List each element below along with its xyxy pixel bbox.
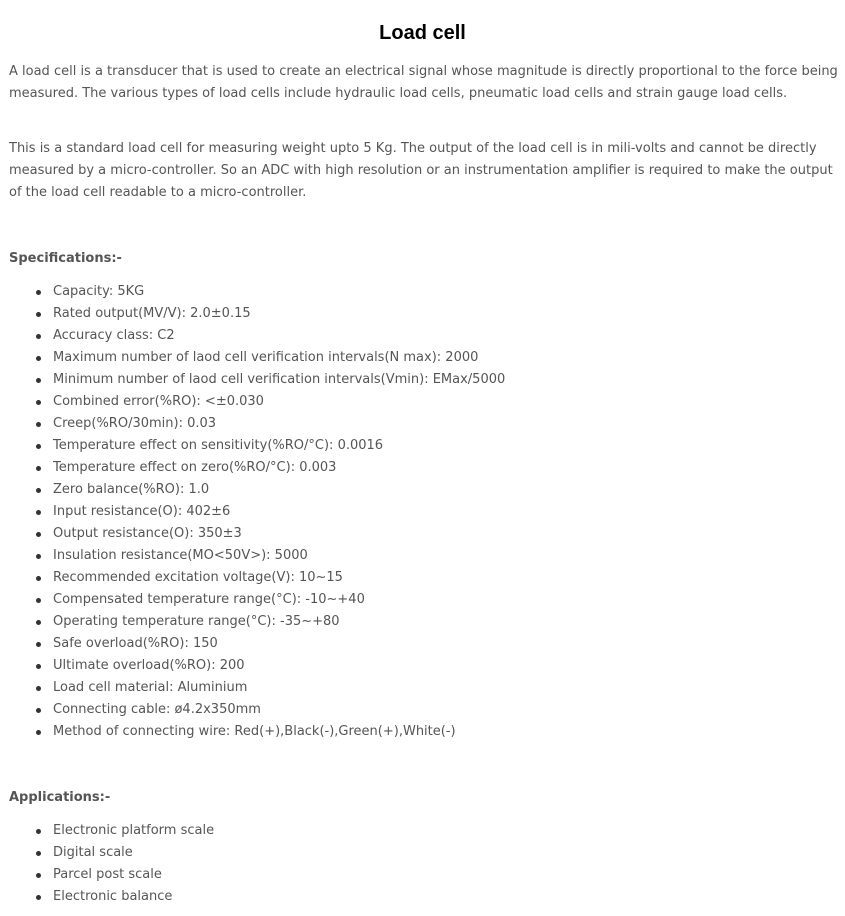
list-item: [0, 864, 214, 886]
list-item: [0, 303, 505, 325]
bullet-icon: [36, 488, 41, 493]
list-item-text: Accuracy class: C2: [53, 328, 175, 343]
bullet-icon: [36, 620, 41, 625]
list-item-text: Zero balance(%RO): 1.0: [53, 482, 210, 497]
list-item: [0, 820, 214, 842]
list-item: [0, 369, 505, 391]
bullet-icon: [36, 422, 41, 427]
list-item-text: Temperature effect on sensitivity(%RO/°C): 0.0016: [53, 438, 384, 453]
bullet-icon: [36, 466, 41, 471]
bullet-icon: [36, 356, 41, 361]
bullet-icon: [36, 576, 41, 581]
list-item-text: Temperature effect on zero(%RO/°C): 0.003: [53, 460, 337, 475]
list-item-text: Minimum number of laod cell verification intervals(Vmin): EMax/5000: [53, 372, 506, 387]
list-item-text: Output resistance(O): 350±3: [53, 526, 242, 541]
list-item: [0, 545, 505, 567]
list-item: [0, 611, 505, 633]
list-item-text: Digital scale: [53, 845, 133, 860]
list-item: [0, 347, 505, 369]
bullet-icon: [36, 444, 41, 449]
bullet-icon: [36, 598, 41, 603]
bullet-icon: [36, 290, 41, 295]
list-item: [0, 699, 505, 721]
bullet-icon: [36, 851, 41, 856]
list-item: [0, 655, 505, 677]
list-item-text: Safe overload(%RO): 150: [53, 636, 218, 651]
bullet-icon: [36, 532, 41, 537]
list-item: [0, 413, 505, 435]
list-item-text: Input resistance(O): 402±6: [53, 504, 231, 519]
list-item-text: Method of connecting wire: Red(+),Black(-),Green(+),White(-): [53, 724, 456, 739]
list-item: [0, 677, 505, 699]
list-item: [0, 721, 505, 743]
list-item-text: Compensated temperature range(°C): -10~+40: [53, 592, 365, 607]
specifications-list: [0, 281, 505, 743]
bullet-icon: [36, 312, 41, 317]
list-item-text: Capacity: 5KG: [53, 284, 145, 299]
bullet-icon: [36, 686, 41, 691]
list-item: [0, 457, 505, 479]
list-item: [0, 325, 505, 347]
bullet-icon: [36, 334, 41, 339]
list-item: [0, 567, 505, 589]
list-item: [0, 842, 214, 864]
bullet-icon: [36, 510, 41, 515]
list-item-text: Insulation resistance(MO<50V>): 5000: [53, 548, 308, 563]
list-item: [0, 281, 505, 303]
bullet-icon: [36, 378, 41, 383]
list-item-text: Connecting cable: ø4.2x350mm: [53, 702, 261, 717]
list-item: [0, 523, 505, 545]
list-item-text: Operating temperature range(°C): -35~+80: [53, 614, 340, 629]
bullet-icon: [36, 895, 41, 900]
list-item-text: Maximum number of laod cell verification intervals(N max): 2000: [53, 350, 479, 365]
list-item-text: Creep(%RO/30min): 0.03: [53, 416, 217, 431]
bullet-icon: [36, 730, 41, 735]
list-item-text: Load cell material: Aluminium: [53, 680, 248, 695]
specifications-heading: Specifications:-: [9, 251, 122, 266]
applications-heading: Applications:-: [9, 790, 111, 805]
list-item: [0, 435, 505, 457]
list-item-text: Electronic balance: [53, 889, 173, 904]
description-paragraph: This is a standard load cell for measuring weight upto 5 Kg. The output of the load cell is in mili-volts and cannot be directly measured by a micro-controller. So an ADC with high resolution or an instrumentation amplifier is required to make the output of the load cell readable to a micro-controller.: [9, 141, 833, 200]
list-item-text: Ultimate overload(%RO): 200: [53, 658, 245, 673]
bullet-icon: [36, 642, 41, 647]
bullet-icon: [36, 708, 41, 713]
list-item-text: Electronic platform scale: [53, 823, 215, 838]
list-item: [0, 886, 214, 908]
intro-paragraph: A load cell is a transducer that is used to create an electrical signal whose magnitude is directly proportional to the force being measured. The various types of load cells include hydraulic load cells, pneumatic load cells and strain gauge load cells.: [9, 64, 838, 101]
list-item-text: Parcel post scale: [53, 867, 162, 882]
list-item-text: Rated output(MV/V): 2.0±0.15: [53, 306, 251, 321]
list-item-text: Recommended excitation voltage(V): 10~15: [53, 570, 343, 585]
list-item-text: Combined error(%RO): <±0.030: [53, 394, 264, 409]
bullet-icon: [36, 873, 41, 878]
bullet-icon: [36, 400, 41, 405]
list-item: [0, 633, 505, 655]
applications-list: [0, 820, 214, 908]
bullet-icon: [36, 554, 41, 559]
bullet-icon: [36, 829, 41, 834]
bullet-icon: [36, 664, 41, 669]
list-item: [0, 391, 505, 413]
page-title: Load cell: [379, 22, 466, 44]
list-item: [0, 589, 505, 611]
list-item: [0, 501, 505, 523]
list-item: [0, 479, 505, 501]
